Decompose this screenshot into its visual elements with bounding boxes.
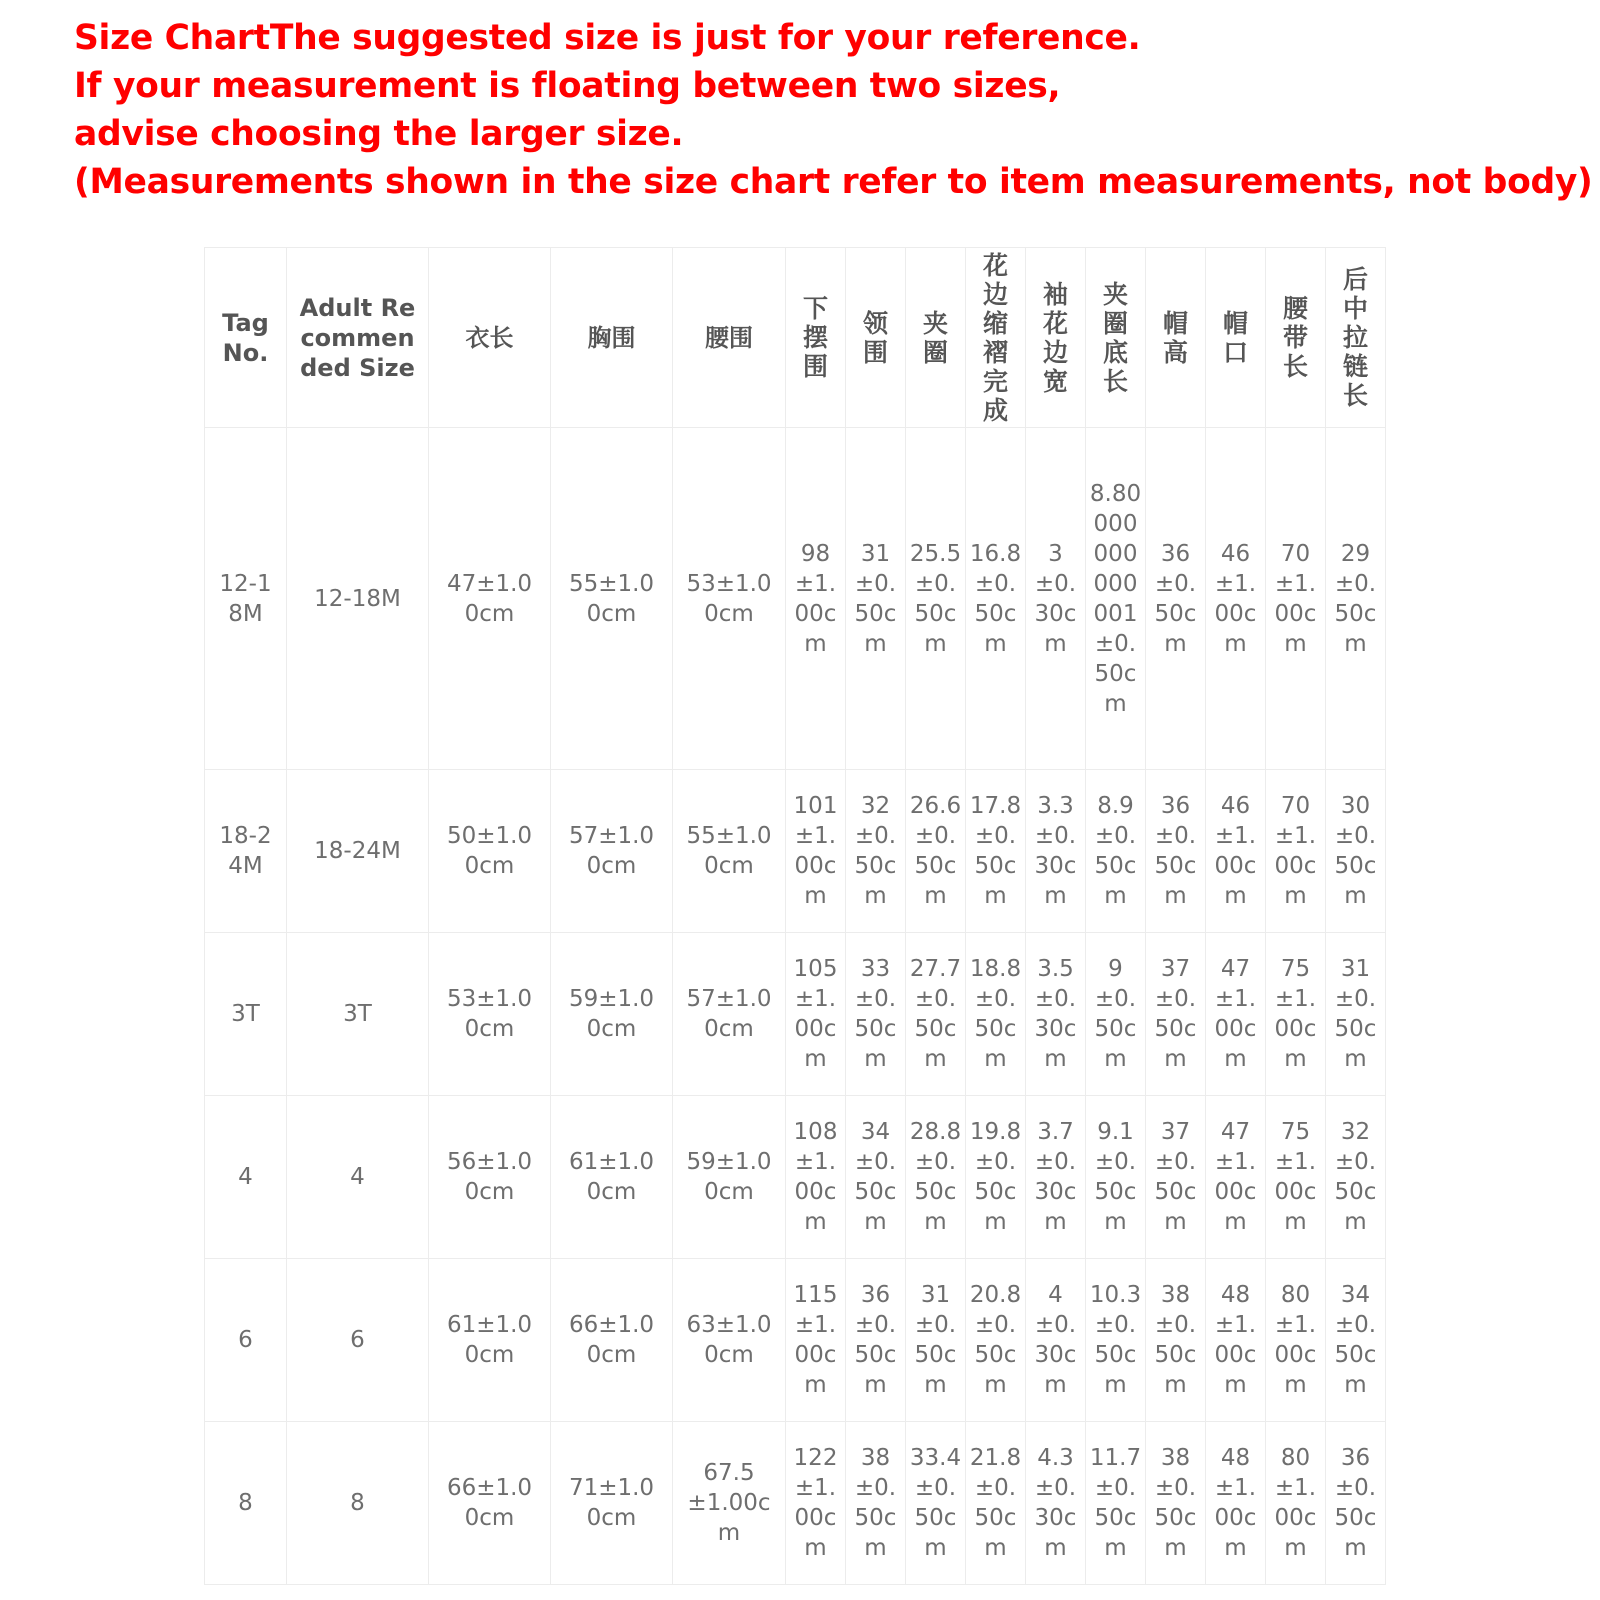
cell-hem: 105±1.00cm [786,933,846,1096]
cell-armhole: 25.5±0.50cm [906,428,966,770]
cell-length: 53±1.00cm [429,933,551,1096]
cell-hood-opening: 48±1.00cm [1206,1422,1266,1585]
cell-ruffle: 18.8±0.50cm [966,933,1026,1096]
cell-sleeve-lace-width: 4±0.30cm [1026,1259,1086,1422]
cell-sleeve-lace-width: 4.3±0.30cm [1026,1422,1086,1585]
cell-armhole-bottom-length: 9±0.50cm [1086,933,1146,1096]
size-chart-table-container [204,247,1386,1585]
cell-armhole-bottom-length: 11.7±0.50cm [1086,1422,1146,1585]
header-adult-recommended-size: Adult Recommended Size [287,248,429,428]
cell-tag-no: 4 [205,1096,287,1259]
cell-armhole-bottom-length: 8.9±0.50cm [1086,770,1146,933]
cell-adult-size: 3T [287,933,429,1096]
cell-ruffle: 21.8±0.50cm [966,1422,1026,1585]
cell-adult-size: 6 [287,1259,429,1422]
cell-ruffle: 20.8±0.50cm [966,1259,1026,1422]
cell-back-zipper-length: 29±0.50cm [1326,428,1386,770]
cell-waist: 55±1.00cm [673,770,786,933]
table-row [205,1096,1386,1259]
header-ruffle: 花边缩褶完成 [966,248,1026,428]
cell-belt-length: 75±1.00cm [1266,1096,1326,1259]
cell-back-zipper-length: 31±0.50cm [1326,933,1386,1096]
cell-ruffle: 17.8±0.50cm [966,770,1026,933]
cell-tag-no: 3T [205,933,287,1096]
notice-line-1: Size ChartThe suggested size is just for your reference. [74,18,1141,58]
cell-length: 56±1.00cm [429,1096,551,1259]
cell-adult-size: 8 [287,1422,429,1585]
cell-hood-opening: 46±1.00cm [1206,428,1266,770]
cell-collar: 34±0.50cm [846,1096,906,1259]
cell-belt-length: 70±1.00cm [1266,428,1326,770]
cell-hood-opening: 47±1.00cm [1206,1096,1266,1259]
cell-length: 50±1.00cm [429,770,551,933]
cell-armhole: 26.6±0.50cm [906,770,966,933]
cell-chest: 61±1.00cm [551,1096,673,1259]
table-header-row [205,248,1386,428]
cell-waist: 53±1.00cm [673,428,786,770]
cell-sleeve-lace-width: 3±0.30cm [1026,428,1086,770]
cell-hem: 98±1.00cm [786,428,846,770]
header-sleeve-lace-width: 袖花边宽 [1026,248,1086,428]
table-row [205,1422,1386,1585]
header-armhole: 夹圈 [906,248,966,428]
cell-belt-length: 70±1.00cm [1266,770,1326,933]
notice-line-3: advise choosing the larger size. [74,114,684,154]
notice-line-4: (Measurements shown in the size chart refer to item measurements, not body) [74,162,1593,202]
size-chart-table [204,247,1386,1585]
cell-back-zipper-length: 32±0.50cm [1326,1096,1386,1259]
cell-chest: 55±1.00cm [551,428,673,770]
header-tag-no: Tag No. [205,248,287,428]
cell-collar: 36±0.50cm [846,1259,906,1422]
cell-hood-height: 37±0.50cm [1146,1096,1206,1259]
cell-collar: 31±0.50cm [846,428,906,770]
cell-hood-height: 38±0.50cm [1146,1422,1206,1585]
cell-tag-no: 8 [205,1422,287,1585]
table-row [205,1259,1386,1422]
header-length: 衣长 [429,248,551,428]
cell-ruffle: 19.8±0.50cm [966,1096,1026,1259]
cell-sleeve-lace-width: 3.5±0.30cm [1026,933,1086,1096]
cell-back-zipper-length: 30±0.50cm [1326,770,1386,933]
cell-ruffle: 16.8±0.50cm [966,428,1026,770]
cell-adult-size: 12-18M [287,428,429,770]
cell-hem: 122±1.00cm [786,1422,846,1585]
cell-belt-length: 80±1.00cm [1266,1259,1326,1422]
cell-armhole-bottom-length: 9.1±0.50cm [1086,1096,1146,1259]
cell-adult-size: 18-24M [287,770,429,933]
cell-armhole: 31±0.50cm [906,1259,966,1422]
cell-waist: 59±1.00cm [673,1096,786,1259]
table-row [205,428,1386,770]
cell-hood-height: 37±0.50cm [1146,933,1206,1096]
cell-belt-length: 80±1.00cm [1266,1422,1326,1585]
cell-back-zipper-length: 36±0.50cm [1326,1422,1386,1585]
cell-tag-no: 18-24M [205,770,287,933]
notice-line-2: If your measurement is floating between two sizes, [74,66,1061,106]
cell-collar: 38±0.50cm [846,1422,906,1585]
header-waist: 腰围 [673,248,786,428]
cell-collar: 32±0.50cm [846,770,906,933]
cell-armhole: 27.7±0.50cm [906,933,966,1096]
header-hood-height: 帽高 [1146,248,1206,428]
cell-chest: 71±1.00cm [551,1422,673,1585]
header-back-zipper-length: 后中拉链长 [1326,248,1386,428]
cell-adult-size: 4 [287,1096,429,1259]
cell-tag-no: 12-18M [205,428,287,770]
header-belt-length: 腰带长 [1266,248,1326,428]
header-chest: 胸围 [551,248,673,428]
header-hem: 下摆围 [786,248,846,428]
cell-armhole: 28.8±0.50cm [906,1096,966,1259]
header-collar: 领围 [846,248,906,428]
cell-hood-opening: 48±1.00cm [1206,1259,1266,1422]
cell-armhole-bottom-length: 10.3±0.50cm [1086,1259,1146,1422]
header-armhole-bottom-length: 夹圈底长 [1086,248,1146,428]
cell-length: 66±1.00cm [429,1422,551,1585]
cell-hood-height: 36±0.50cm [1146,770,1206,933]
cell-length: 61±1.00cm [429,1259,551,1422]
header-hood-opening: 帽口 [1206,248,1266,428]
table-row [205,770,1386,933]
cell-sleeve-lace-width: 3.7±0.30cm [1026,1096,1086,1259]
cell-collar: 33±0.50cm [846,933,906,1096]
cell-tag-no: 6 [205,1259,287,1422]
cell-chest: 59±1.00cm [551,933,673,1096]
size-chart-notice [74,14,1593,206]
cell-waist: 63±1.00cm [673,1259,786,1422]
cell-hem: 115±1.00cm [786,1259,846,1422]
cell-hood-opening: 46±1.00cm [1206,770,1266,933]
table-row [205,933,1386,1096]
cell-sleeve-lace-width: 3.3±0.30cm [1026,770,1086,933]
cell-hem: 101±1.00cm [786,770,846,933]
cell-hood-opening: 47±1.00cm [1206,933,1266,1096]
cell-armhole: 33.4±0.50cm [906,1422,966,1585]
cell-hood-height: 36±0.50cm [1146,428,1206,770]
cell-armhole-bottom-length: 8.80000000000001±0.50cm [1086,428,1146,770]
cell-length: 47±1.00cm [429,428,551,770]
cell-hood-height: 38±0.50cm [1146,1259,1206,1422]
cell-waist: 67.5±1.00cm [673,1422,786,1585]
cell-belt-length: 75±1.00cm [1266,933,1326,1096]
cell-hem: 108±1.00cm [786,1096,846,1259]
cell-chest: 57±1.00cm [551,770,673,933]
cell-chest: 66±1.00cm [551,1259,673,1422]
cell-back-zipper-length: 34±0.50cm [1326,1259,1386,1422]
cell-waist: 57±1.00cm [673,933,786,1096]
